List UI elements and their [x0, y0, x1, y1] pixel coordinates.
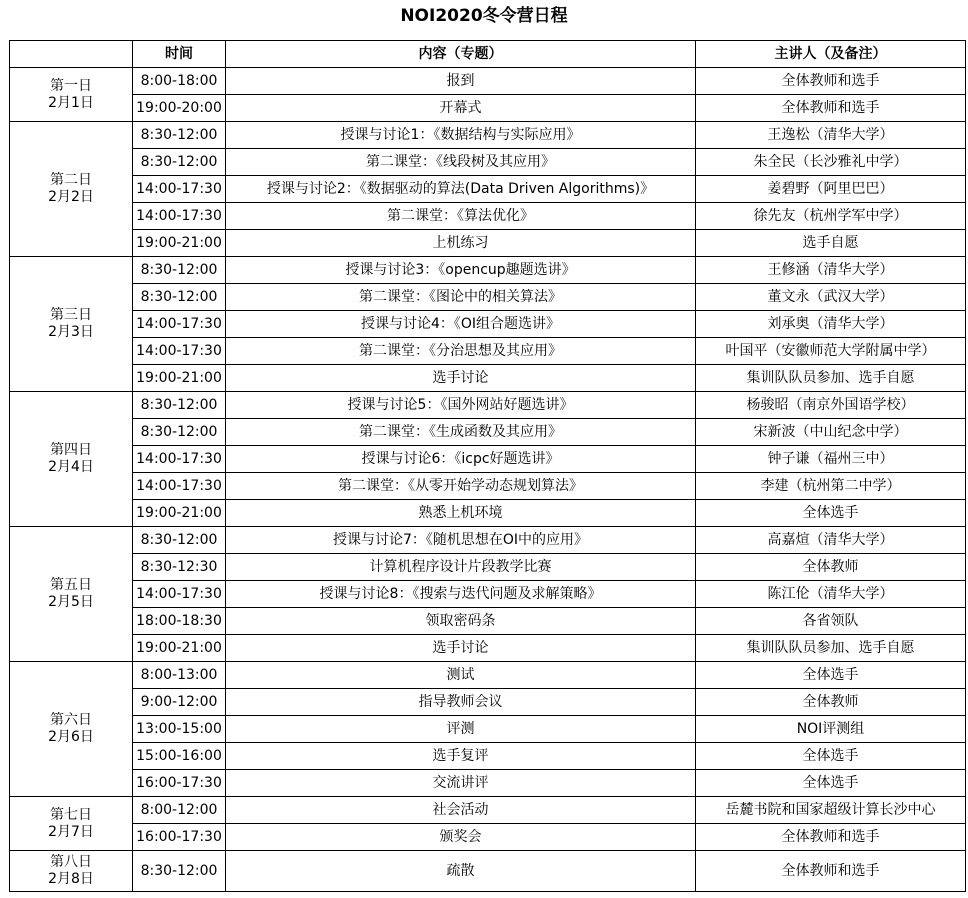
- time-cell: 14:00-17:30: [133, 203, 226, 230]
- content-cell: 社会活动: [226, 797, 696, 824]
- day-label: 第三日: [50, 307, 92, 323]
- table-row: [10, 311, 966, 338]
- table-row: [10, 770, 966, 797]
- time-cell: 8:30-12:00: [133, 419, 226, 446]
- speaker-cell: 姜碧野（阿里巴巴）: [696, 176, 966, 203]
- schedule-table: [9, 40, 966, 892]
- time-cell: 19:00-20:00: [133, 95, 226, 122]
- time-cell: 8:30-12:00: [133, 392, 226, 419]
- table-row: [10, 419, 966, 446]
- content-cell: 授课与讨论6：《icpc好题选讲》: [226, 446, 696, 473]
- time-cell: 8:00-13:00: [133, 662, 226, 689]
- speaker-cell: 选手自愿: [696, 230, 966, 257]
- speaker-cell: 集训队队员参加、选手自愿: [696, 365, 966, 392]
- time-cell: 8:00-12:00: [133, 797, 226, 824]
- content-cell: 颁奖会: [226, 824, 696, 851]
- table-row: [10, 365, 966, 392]
- header-speaker: 主讲人（及备注）: [696, 41, 966, 68]
- day-cell: [10, 662, 133, 797]
- speaker-cell: 王修涵（清华大学）: [696, 257, 966, 284]
- day-cell: [10, 68, 133, 122]
- speaker-cell: 高嘉煊（清华大学）: [696, 527, 966, 554]
- speaker-cell: 董文永（武汉大学）: [696, 284, 966, 311]
- table-row: [10, 257, 966, 284]
- day-label: 第一日: [50, 77, 92, 94]
- content-cell: 指导教师会议: [226, 689, 696, 716]
- speaker-cell: 李建（杭州第二中学）: [696, 473, 966, 500]
- day-label: 第二日: [50, 172, 92, 188]
- speaker-cell: 刘承奥（清华大学）: [696, 311, 966, 338]
- day-date: 2月5日: [48, 594, 94, 610]
- day-label: 第七日: [50, 806, 92, 823]
- day-label: 第六日: [50, 712, 92, 728]
- day-label: 第八日: [50, 854, 92, 870]
- table-row: [10, 230, 966, 257]
- content-cell: 选手复评: [226, 743, 696, 770]
- table-row: [10, 743, 966, 770]
- content-cell: 授课与讨论1：《数据结构与实际应用》: [226, 122, 696, 149]
- content-cell: 计算机程序设计片段教学比赛: [226, 554, 696, 581]
- time-cell: 18:00-18:30: [133, 608, 226, 635]
- content-cell: 授课与讨论2：《数据驱动的算法(Data Driven Algorithms)》: [226, 176, 696, 203]
- table-row: [10, 284, 966, 311]
- day-label: 第五日: [50, 577, 92, 593]
- speaker-cell: 全体教师和选手: [696, 68, 966, 95]
- time-cell: 8:30-12:00: [133, 284, 226, 311]
- day-date: 2月8日: [48, 871, 94, 887]
- time-cell: 19:00-21:00: [133, 500, 226, 527]
- time-cell: 16:00-17:30: [133, 770, 226, 797]
- day-cell: [10, 122, 133, 257]
- day-date: 2月3日: [48, 324, 94, 340]
- speaker-cell: 全体选手: [696, 770, 966, 797]
- table-row: [10, 95, 966, 122]
- day-date: 2月7日: [48, 823, 94, 840]
- table-row: [10, 824, 966, 851]
- table-row: [10, 527, 966, 554]
- speaker-cell: 集训队队员参加、选手自愿: [696, 635, 966, 662]
- day-cell: [10, 392, 133, 527]
- content-cell: 第二课堂：《线段树及其应用》: [226, 149, 696, 176]
- content-cell: 选手讨论: [226, 365, 696, 392]
- speaker-cell: 陈江伦（清华大学）: [696, 581, 966, 608]
- speaker-cell: 全体选手: [696, 662, 966, 689]
- time-cell: 8:00-18:00: [133, 68, 226, 95]
- table-row: [10, 149, 966, 176]
- content-cell: 授课与讨论5：《国外网站好题选讲》: [226, 392, 696, 419]
- table-row: [10, 500, 966, 527]
- speaker-cell: 全体教师和选手: [696, 851, 966, 892]
- speaker-cell: 叶国平（安徽师范大学附属中学）: [696, 338, 966, 365]
- time-cell: 19:00-21:00: [133, 230, 226, 257]
- speaker-cell: 岳麓书院和国家超级计算长沙中心: [696, 797, 966, 824]
- table-row: [10, 716, 966, 743]
- speaker-cell: 王逸松（清华大学）: [696, 122, 966, 149]
- content-cell: 第二课堂：《分治思想及其应用》: [226, 338, 696, 365]
- time-cell: 15:00-16:00: [133, 743, 226, 770]
- speaker-cell: 朱全民（长沙雅礼中学）: [696, 149, 966, 176]
- header-day: [10, 41, 133, 68]
- content-cell: 上机练习: [226, 230, 696, 257]
- day-cell: [10, 257, 133, 392]
- table-row: [10, 446, 966, 473]
- table-row: [10, 851, 966, 892]
- table-row: [10, 608, 966, 635]
- header-content: 内容（专题）: [226, 41, 696, 68]
- speaker-cell: 全体教师和选手: [696, 95, 966, 122]
- time-cell: 8:30-12:00: [133, 527, 226, 554]
- content-cell: 评测: [226, 716, 696, 743]
- time-cell: 14:00-17:30: [133, 176, 226, 203]
- table-row: [10, 689, 966, 716]
- content-cell: 选手讨论: [226, 635, 696, 662]
- table-row: [10, 662, 966, 689]
- content-cell: 报到: [226, 68, 696, 95]
- header-time: 时间: [133, 41, 226, 68]
- table-row: [10, 392, 966, 419]
- day-date: 2月1日: [48, 94, 94, 111]
- table-row: [10, 338, 966, 365]
- speaker-cell: 宋新波（中山纪念中学）: [696, 419, 966, 446]
- content-cell: 第二课堂：《从零开始学动态规划算法》: [226, 473, 696, 500]
- time-cell: 14:00-17:30: [133, 338, 226, 365]
- time-cell: 14:00-17:30: [133, 581, 226, 608]
- time-cell: 8:30-12:00: [133, 122, 226, 149]
- time-cell: 8:30-12:00: [133, 851, 226, 892]
- day-date: 2月4日: [48, 459, 94, 475]
- content-cell: 开幕式: [226, 95, 696, 122]
- speaker-cell: 徐先友（杭州学军中学）: [696, 203, 966, 230]
- speaker-cell: 全体教师和选手: [696, 824, 966, 851]
- time-cell: 9:00-12:00: [133, 689, 226, 716]
- time-cell: 13:00-15:00: [133, 716, 226, 743]
- content-cell: 第二课堂：《算法优化》: [226, 203, 696, 230]
- time-cell: 8:30-12:00: [133, 257, 226, 284]
- content-cell: 授课与讨论7：《随机思想在OI中的应用》: [226, 527, 696, 554]
- speaker-cell: 全体教师: [696, 554, 966, 581]
- speaker-cell: 各省领队: [696, 608, 966, 635]
- content-cell: 授课与讨论3：《opencup趣题选讲》: [226, 257, 696, 284]
- content-cell: 第二课堂：《生成函数及其应用》: [226, 419, 696, 446]
- speaker-cell: NOI评测组: [696, 716, 966, 743]
- table-row: [10, 473, 966, 500]
- time-cell: 14:00-17:30: [133, 473, 226, 500]
- table-row: [10, 68, 966, 95]
- table-row: [10, 203, 966, 230]
- page-title: NOI2020冬令营日程: [400, 6, 568, 26]
- time-cell: 8:30-12:30: [133, 554, 226, 581]
- table-row: [10, 797, 966, 824]
- content-cell: 测试: [226, 662, 696, 689]
- speaker-cell: 全体选手: [696, 500, 966, 527]
- content-cell: 领取密码条: [226, 608, 696, 635]
- day-cell: [10, 527, 133, 662]
- content-cell: 授课与讨论4：《OI组合题选讲》: [226, 311, 696, 338]
- table-row: [10, 122, 966, 149]
- time-cell: 16:00-17:30: [133, 824, 226, 851]
- content-cell: 熟悉上机环境: [226, 500, 696, 527]
- table-row: [10, 554, 966, 581]
- table-row: [10, 581, 966, 608]
- speaker-cell: 全体教师: [696, 689, 966, 716]
- content-cell: 交流讲评: [226, 770, 696, 797]
- day-cell: [10, 797, 133, 851]
- table-row: [10, 635, 966, 662]
- day-label: 第四日: [50, 442, 92, 458]
- day-cell: [10, 851, 133, 892]
- content-cell: 授课与讨论8：《搜索与迭代问题及求解策略》: [226, 581, 696, 608]
- header-row: [10, 41, 966, 68]
- time-cell: 19:00-21:00: [133, 365, 226, 392]
- speaker-cell: 杨骏昭（南京外国语学校）: [696, 392, 966, 419]
- table-row: [10, 176, 966, 203]
- content-cell: 疏散: [226, 851, 696, 892]
- day-date: 2月6日: [48, 729, 94, 745]
- day-date: 2月2日: [48, 189, 94, 205]
- time-cell: 19:00-21:00: [133, 635, 226, 662]
- speaker-cell: 全体选手: [696, 743, 966, 770]
- speaker-cell: 钟子谦（福州三中）: [696, 446, 966, 473]
- time-cell: 14:00-17:30: [133, 311, 226, 338]
- content-cell: 第二课堂：《图论中的相关算法》: [226, 284, 696, 311]
- time-cell: 14:00-17:30: [133, 446, 226, 473]
- time-cell: 8:30-12:00: [133, 149, 226, 176]
